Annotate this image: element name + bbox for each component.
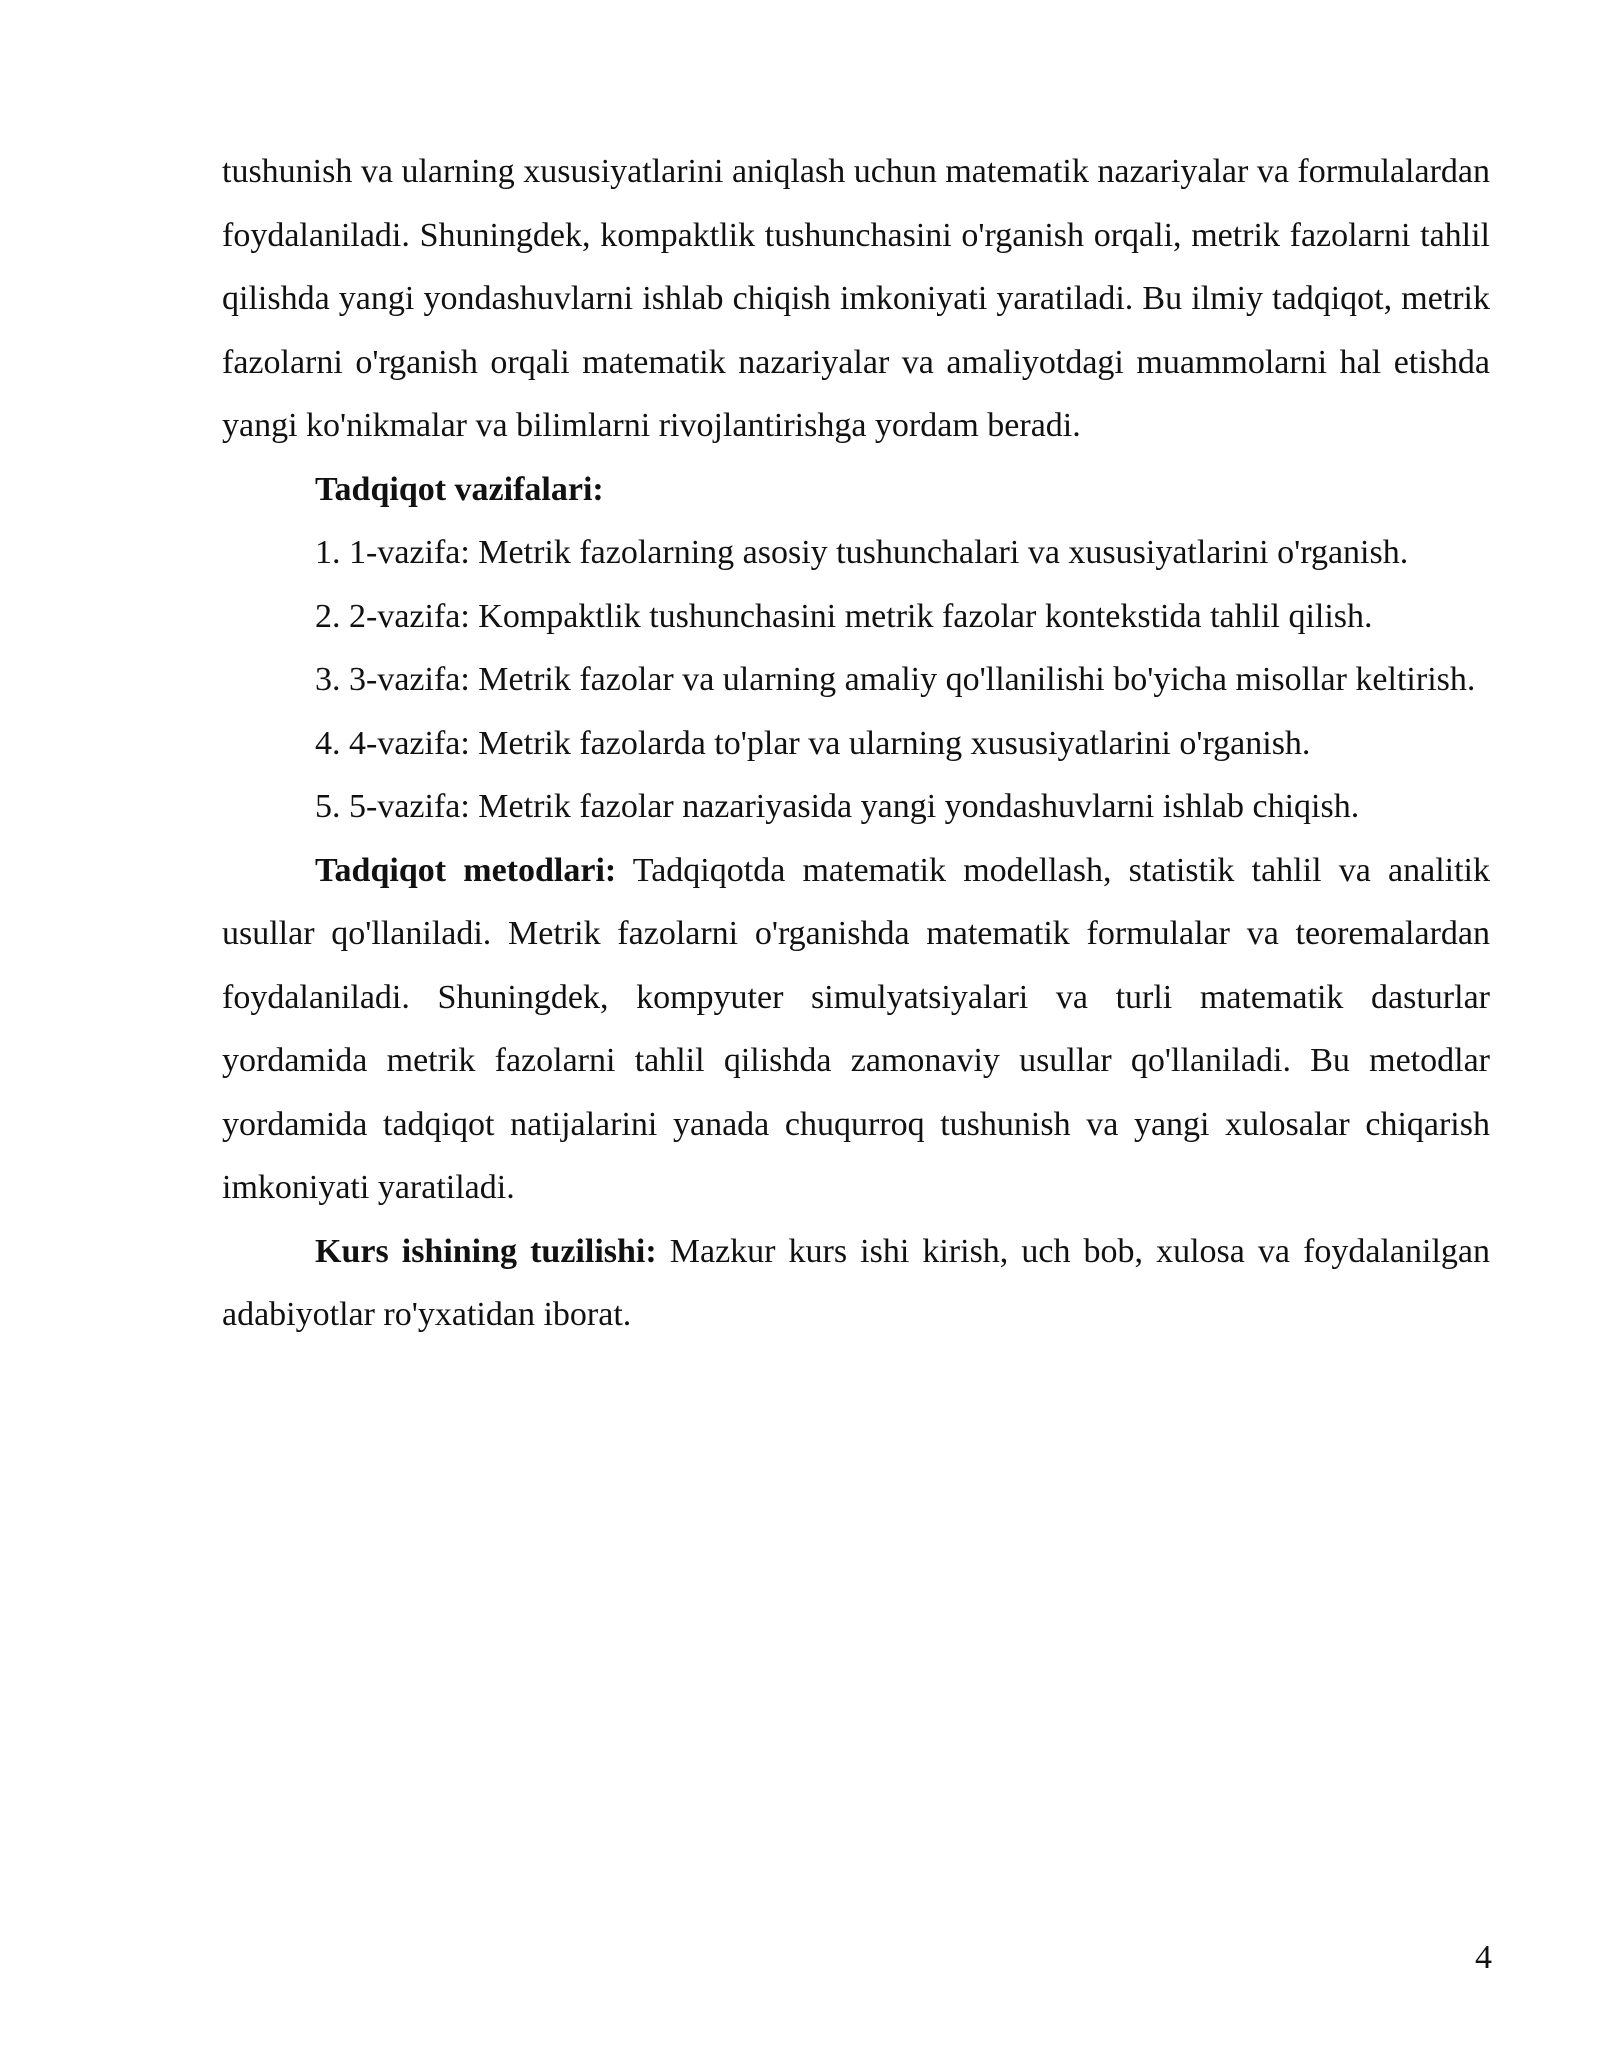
structure-label: Kurs ishining tuzilishi: bbox=[315, 1232, 657, 1270]
methods-label: Tadqiqot metodlari: bbox=[315, 851, 617, 889]
task-item-5: 5. 5-vazifa: Metrik fazolar nazariyasida yangi yondashuvlarni ishlab chiqish. bbox=[315, 788, 1360, 825]
methods-text: Tadqiqotda matematik modellash, statistik tahlil va analitik usullar qo'llaniladi. Metrik fazolarni o'rganishda matematik formulalar va teoremalardan foydalaniladi. Shuningdek, kompyuter simulyatsiyalari va turli matematik dasturlar yordamida metrik fazolarni tahlil qilishda zamonaviy usullar qo'llaniladi. Bu metodlar yordamida tadqiqot natijalarini yanada chuqurroq tushunish va yangi xulosalar chiqarish imkoniyati yaratiladi. bbox=[222, 851, 1490, 1206]
structure-text: Mazkur kurs ishi kirish, uch bob, xulosa va foydalanilgan adabiyotlar ro'yxatidan iborat. bbox=[222, 1232, 1491, 1333]
task-item-1: 1. 1-vazifa: Metrik fazolarning asosiy tushunchalari va xususiyatlarini o'rganish. bbox=[315, 534, 1409, 571]
page-body bbox=[222, 140, 1490, 1347]
structure-paragraph bbox=[222, 1220, 1490, 1347]
intro-paragraph: tushunish va ularning xususiyatlarini aniqlash uchun matematik nazariyalar va formulalardan foydalaniladi. Shuningdek, kompaktlik tushunchasini o'rganish orqali, metrik fazolarni tahlil qilishda yangi yondashuvlarni ishlab chiqish imkoniyati yaratiladi. Bu ilmiy tadqiqot, metrik fazolarni o'rganish orqali matematik nazariyalar va amaliyotdagi muammolarni hal etishda yangi ko'nikmalar va bilimlarni rivojlantirishga yordam beradi. bbox=[222, 153, 1491, 444]
task-item-4: 4. 4-vazifa: Metrik fazolarda to'plar va ularning xususiyatlarini o'rganish. bbox=[315, 724, 1311, 762]
task-item-2: 2. 2-vazifa: Kompaktlik tushunchasini metrik fazolar kontekstida tahlil qilish. bbox=[315, 597, 1373, 635]
task-item-3: 3. 3-vazifa: Metrik fazolar va ularning amaliy qo'llanilishi bo'yicha misollar keltirish. bbox=[315, 661, 1476, 698]
methods-paragraph bbox=[222, 839, 1490, 1220]
tasks-heading: Tadqiqot vazifalari: bbox=[315, 470, 604, 508]
tasks-list bbox=[222, 521, 1490, 839]
page-number: 4 bbox=[1475, 1939, 1492, 1976]
